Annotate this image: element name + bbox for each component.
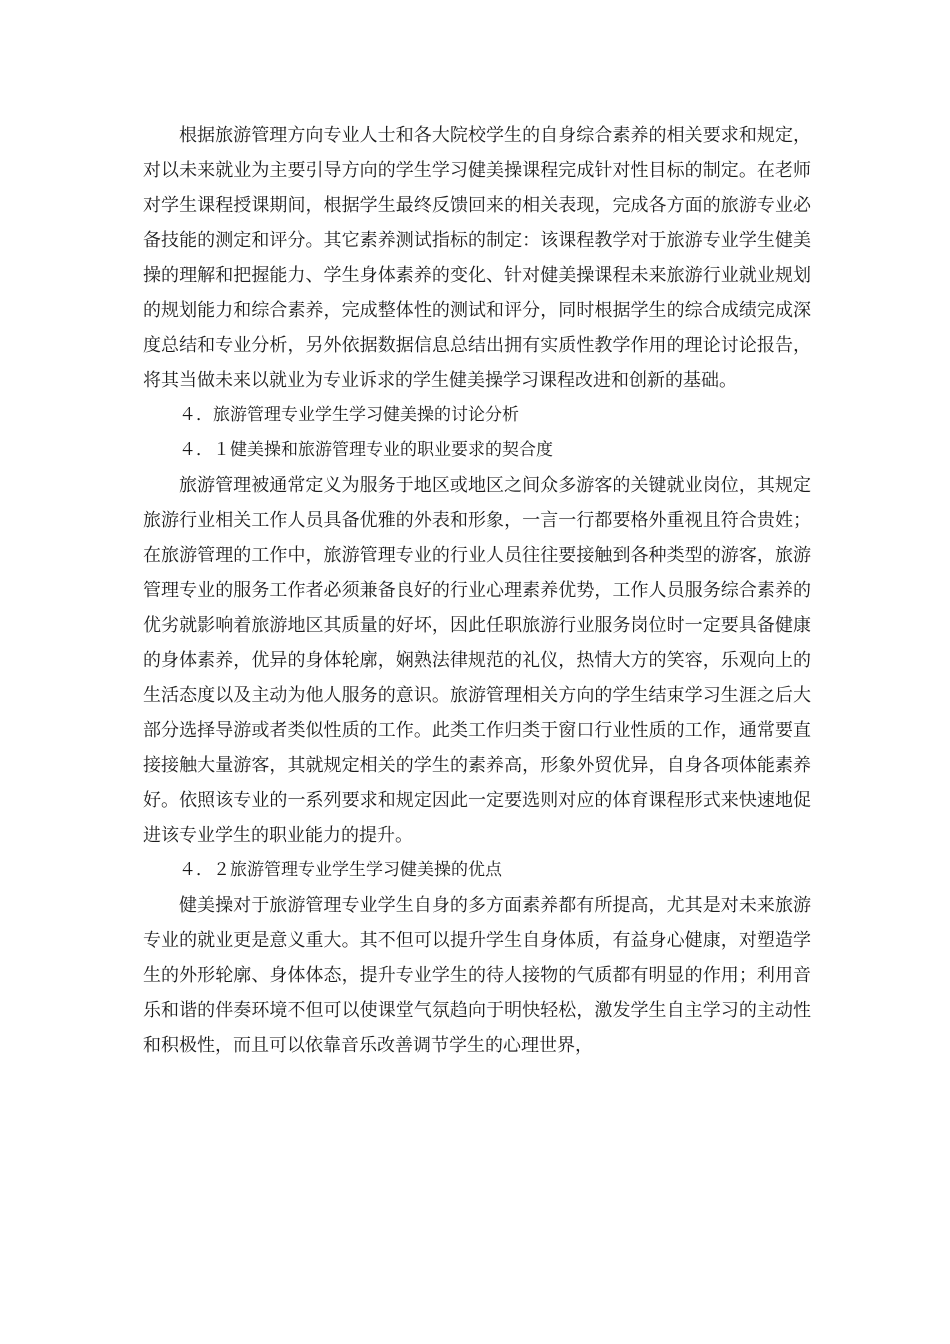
paragraph-evaluation-criteria: 根据旅游管理方向专业人士和各大院校学生的自身综合素养的相关要求和规定，对以未来就业为主要引导方向的学生学习健美操课程完成针对性目标的制定。在老师对学生课程授课期间，根据学生最终反馈回来的相关表现，完成各方面的旅游专业必备技能的测定和评分。其它素养测试指标的制定：该课程教学对于旅游专业学生健美操的理解和把握能力、学生身体素养的变化、针对健美操课程未来旅游行业就业规划的规划能力和综合素养，完成整体性的测试和评分，同时根据学生的综合成绩完成深度总结和专业分析，另外依据数据信息总结出拥有实质性教学作用的理论讨论报告，将其当做未来以就业为专业诉求的学生健美操学习课程改进和创新的基础。 bbox=[143, 125, 811, 391]
document-page bbox=[143, 118, 811, 1063]
subsection-heading-4-2: ４．２旅游管理专业学生学习健美操的优点 bbox=[179, 860, 502, 880]
paragraph-career-requirements: 旅游管理被通常定义为服务于地区或地区之间众多游客的关键就业岗位，其规定旅游行业相关工作人员具备优雅的外表和形象，一言一行都要格外重视且符合贵姓；在旅游管理的工作中，旅游管理专业的行业人员往往要接触到各种类型的游客，旅游管理专业的服务工作者必须兼备良好的行业心理素养优势，工作人员服务综合素养的优劣就影响着旅游地区其质量的好坏，因此任职旅游行业服务岗位时一定要具备健康的身体素养，优异的身体轮廓，娴熟法律规范的礼仪，热情大方的笑容，乐观向上的生活态度以及主动为他人服务的意识。旅游管理相关方向的学生结束学习生涯之后大部分选择导游或者类似性质的工作。此类工作归类于窗口行业性质的工作，通常要直接接触大量游客，其就规定相关的学生的素养高，形象外贸优异，自身各项体能素养好。依照该专业的一系列要求和规定因此一定要选则对应的体育课程形式来快速地促进该专业学生的职业能力的提升。 bbox=[143, 475, 811, 846]
paragraph-advantages: 健美操对于旅游管理专业学生自身的多方面素养都有所提高，尤其是对未来旅游专业的就业更是意义重大。其不但可以提升学生自身体质，有益身心健康，对塑造学生的外形轮廓、身体体态，提升专业学生的待人接物的气质都有明显的作用；利用音乐和谐的伴奏环境不但可以使课堂气氛趋向于明快轻松，激发学生自主学习的主动性和积极性，而且可以依靠音乐改善调节学生的心理世界， bbox=[143, 895, 811, 1056]
section-heading-4: ４．旅游管理专业学生学习健美操的讨论分析 bbox=[179, 405, 519, 425]
subsection-heading-4-1: ４．１健美操和旅游管理专业的职业要求的契合度 bbox=[179, 440, 553, 460]
